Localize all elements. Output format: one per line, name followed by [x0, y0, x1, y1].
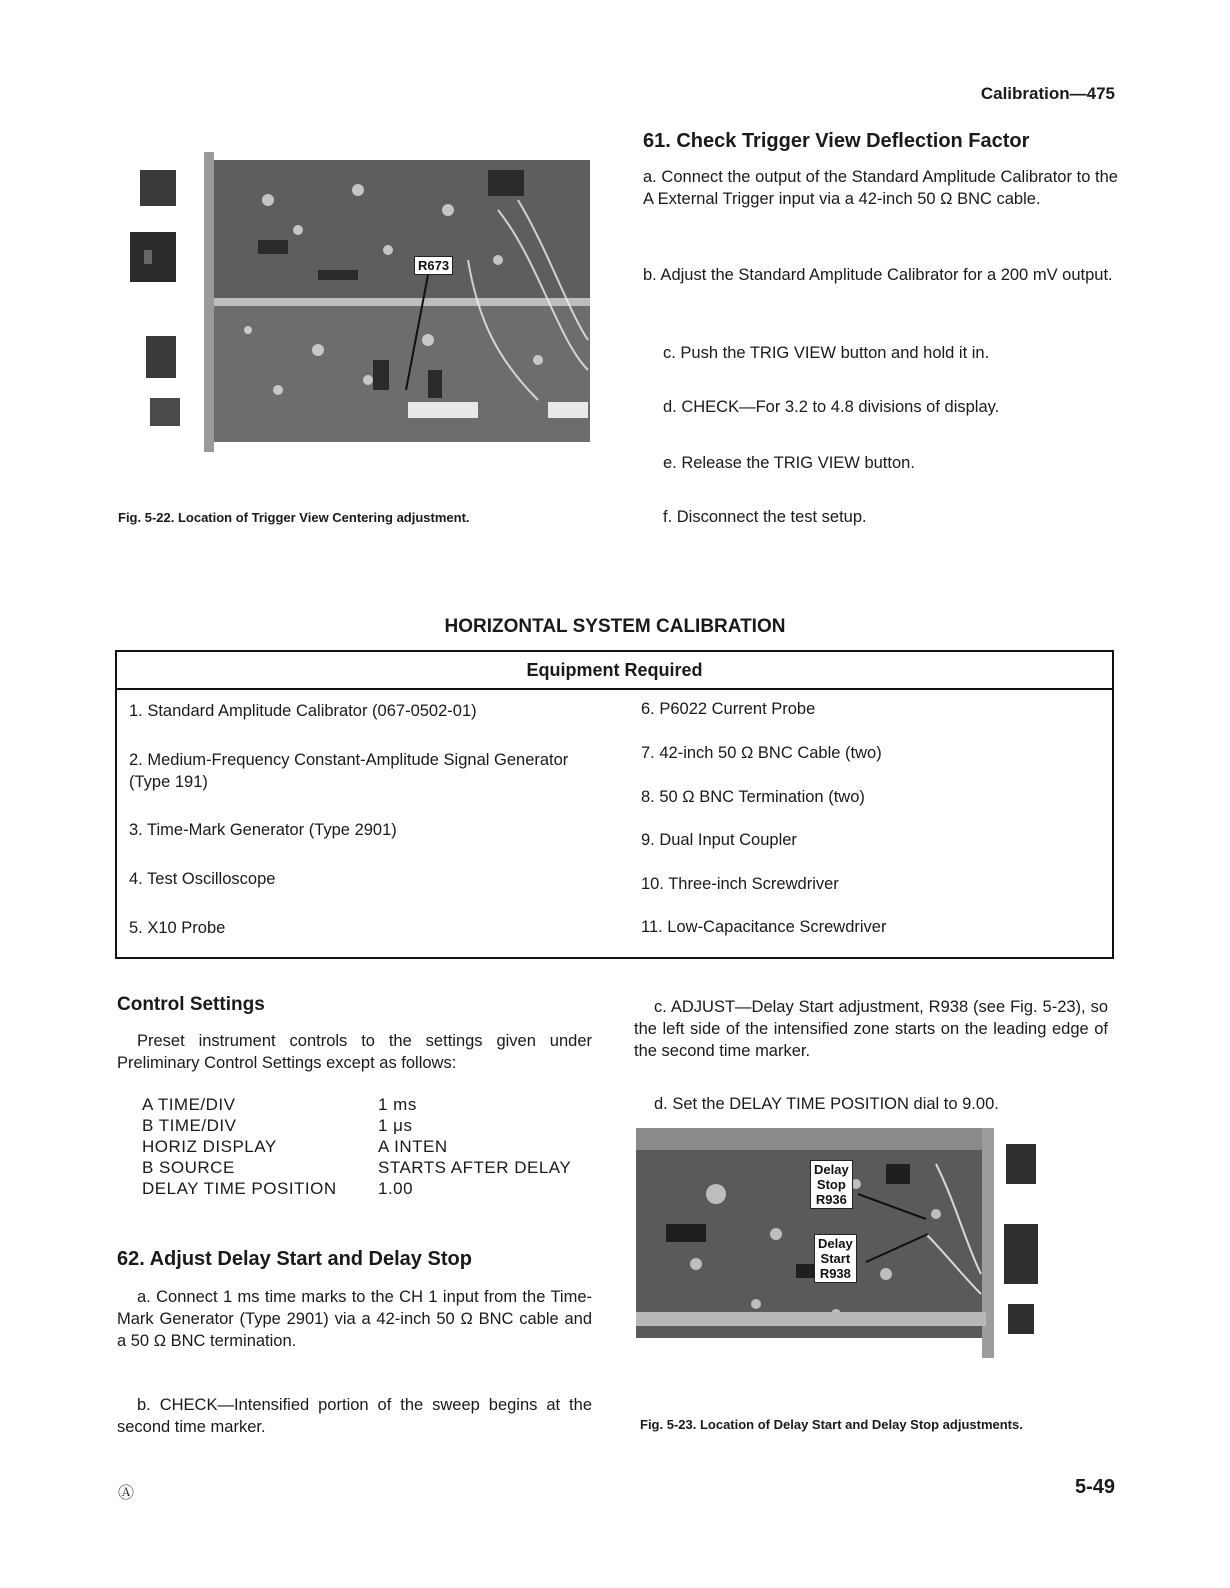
equipment-item: 8. 50 Ω BNC Termination (two): [641, 788, 865, 806]
callout-line: Start: [820, 1251, 851, 1266]
setting-label: B TIME/DIV: [142, 1116, 237, 1135]
revision-mark: Ⓐ: [118, 1485, 135, 1502]
settings-row: [142, 1157, 571, 1178]
step-62-a: a. Connect 1 ms time marks to the CH 1 input from the Time-Mark Generator (Type 2901) via a 42-inch 50 Ω BNC cable and a 50 Ω BNC termination.: [117, 1288, 592, 1350]
figure-caption-5-23: Fig. 5-23. Location of Delay Start and Delay Stop adjustments.: [640, 1417, 1023, 1432]
callout-line: R936: [815, 1192, 847, 1207]
setting-label: HORIZ DISPLAY: [142, 1137, 277, 1156]
control-settings-intro: Preset instrument controls to the settings given under Preliminary Control Settings except as follows:: [117, 1032, 592, 1072]
step-61-c: c. Push the TRIG VIEW button and hold it in.: [663, 344, 990, 362]
figure-5-23: [636, 1124, 1054, 1384]
figure-5-22: [118, 140, 593, 470]
figure-caption-5-22: Fig. 5-22. Location of Trigger View Centering adjustment.: [118, 510, 470, 525]
setting-value: 1 μs: [378, 1116, 413, 1135]
setting-label: B SOURCE: [142, 1158, 235, 1177]
step-61-d: d. CHECK—For 3.2 to 4.8 divisions of display.: [663, 398, 1000, 416]
equipment-item: 4. Test Oscilloscope: [129, 870, 276, 888]
callout-delay-start: [814, 1234, 857, 1283]
setting-value: 1.00: [378, 1179, 414, 1198]
chassis-photo-trigger-view: [118, 140, 593, 470]
equipment-item: 5. X10 Probe: [129, 919, 226, 937]
equipment-heading: Equipment Required: [117, 652, 1112, 690]
step-62-b: b. CHECK—Intensified portion of the sweep begins at the second time marker.: [117, 1396, 592, 1436]
section-title: HORIZONTAL SYSTEM CALIBRATION: [444, 616, 786, 637]
control-settings-heading: Control Settings: [117, 994, 265, 1015]
equipment-table: [115, 650, 1114, 959]
equipment-item: 1. Standard Amplitude Calibrator (067-0502-01): [129, 702, 477, 720]
callout-line: Delay: [818, 1236, 853, 1251]
setting-label: A TIME/DIV: [142, 1095, 236, 1114]
callout-line: Stop: [816, 1177, 846, 1192]
equipment-item: 10. Three-inch Screwdriver: [641, 875, 839, 893]
step-62-d: d. Set the DELAY TIME POSITION dial to 9.00.: [654, 1095, 999, 1113]
settings-row: [142, 1115, 571, 1136]
step-62-heading: 62. Adjust Delay Start and Delay Stop: [117, 1248, 472, 1270]
setting-value: STARTS AFTER DELAY: [378, 1158, 572, 1177]
equipment-item: 7. 42-inch 50 Ω BNC Cable (two): [641, 744, 882, 762]
callout-line: Delay: [814, 1162, 849, 1177]
step-62-c: c. ADJUST—Delay Start adjustment, R938 (see Fig. 5-23), so the left side of the intensified zone starts on the leading edge of the second time marker.: [634, 998, 1108, 1060]
callout-line: R938: [819, 1266, 851, 1281]
setting-label: DELAY TIME POSITION: [142, 1179, 337, 1198]
equipment-item: 6. P6022 Current Probe: [641, 700, 816, 718]
step-61-b: b. Adjust the Standard Amplitude Calibrator for a 200 mV output.: [643, 266, 1113, 284]
settings-row: [142, 1094, 571, 1115]
equipment-item: 9. Dual Input Coupler: [641, 831, 797, 849]
setting-value: 1 ms: [378, 1095, 417, 1114]
setting-value: A INTEN: [378, 1137, 448, 1156]
step-61-f: f. Disconnect the test setup.: [663, 508, 867, 526]
settings-list: [142, 1094, 571, 1199]
callout-delay-stop: [810, 1160, 853, 1209]
step-61-e: e. Release the TRIG VIEW button.: [663, 454, 915, 472]
running-header: Calibration—475: [980, 84, 1115, 103]
equipment-item: 11. Low-Capacitance Screwdriver: [641, 918, 887, 936]
step-61-heading: 61. Check Trigger View Deflection Factor: [643, 130, 1030, 152]
equipment-item: 3. Time-Mark Generator (Type 2901): [129, 821, 397, 839]
step-61-a: a. Connect the output of the Standard Amplitude Calibrator to the A External Trigger input via a 42-inch 50 Ω BNC cable.: [643, 168, 1118, 208]
callout-r673: R673: [414, 256, 453, 275]
equipment-item: 2. Medium-Frequency Constant-Amplitude Signal Generator (Type 191): [129, 751, 569, 791]
page-number: 5-49: [1074, 1476, 1115, 1498]
settings-row: [142, 1136, 571, 1157]
settings-row: [142, 1178, 571, 1199]
